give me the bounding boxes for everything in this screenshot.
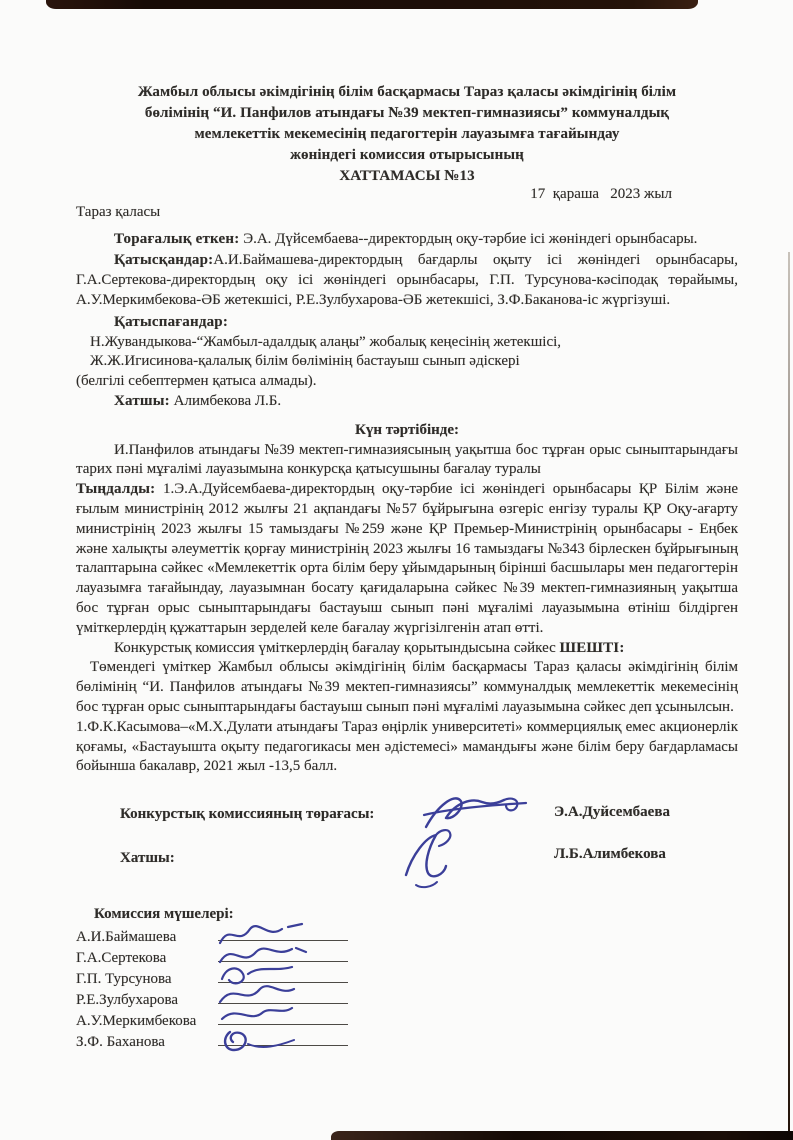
agenda-heading: Күн тәртібінде: [354, 421, 460, 438]
member-row [76, 969, 738, 990]
scan-artifact-top-bar [46, 0, 698, 9]
member-name: Г.А.Сертекова [76, 949, 167, 966]
secretary-signature-name: Л.Б.Алимбекова [554, 846, 666, 863]
absent-line-2: Ж.Ж.Игисинова-қалалық білім бөлімінің бастауыш сынып әдіскері [90, 353, 520, 370]
commission-members [76, 905, 738, 1053]
absent-line-1: Н.Жувандыкова-“Жамбыл-адалдық алаңы” жобалық кеңесінің жетекшісі, [90, 333, 562, 350]
protocol-number-heading: ХАТТАМАСЫ №13 [339, 168, 475, 184]
attendees-label: Қатысқандар: [114, 252, 214, 269]
resolution-intro: Конкурстық комиссия үміткерлердің бағалау қорытындысына сәйкес ШЕШТІ: [114, 639, 625, 656]
member-name: Р.Е.Зулбухарова [76, 991, 179, 1008]
member-row [76, 990, 738, 1011]
scan-artifact-bottom-bar [331, 1131, 793, 1140]
document-body [76, 82, 738, 1053]
member-row [76, 948, 738, 969]
absent-label: Қатыспағандар: [114, 313, 229, 330]
document-title-line: Жамбыл облысы әкімдігінің білім басқармасы Тараз қаласы әкімдігінің білім [137, 84, 677, 100]
member-name: Г.П. Турсунова [76, 970, 172, 987]
attendees-paragraph [76, 251, 738, 310]
secretary-label: Хатшы: [114, 392, 170, 409]
member-name: З.Ф. Баханова [76, 1033, 165, 1050]
attendees-text: А.И.Баймашева-директордың бағдарлы оқыту ісі жөніндегі орынбасары, Г.А.Сертекова-директордың оқу ісі жөніндегі орынбасары, Г.П. Турсунова-кәсіподақ төрайымы, А.У.Меркимбекова-ӘБ жетекшісі, Р.Е.Зулбухарова-ӘБ жетекшісі, З.Ф.Баканова-іс жүргізуші. [76, 252, 738, 308]
secretary-text: Алимбекова Л.Б. [173, 392, 282, 409]
absent-line-3: (белгілі себептермен қатыса алмады). [76, 373, 317, 390]
secretary-paragraph [76, 392, 738, 412]
document-title [76, 82, 738, 187]
secretary-signature-label: Хатшы: [120, 850, 175, 867]
chairperson-label: Торағалық еткен: [114, 230, 240, 247]
secretary-signature-icon [394, 827, 480, 891]
document-date: 17 қараша 2023 жыл [530, 186, 672, 202]
document-title-line: бөлімінің “И. Панфилов атындағы №39 мектеп-гимназиясы” коммуналдық [144, 105, 670, 121]
resolution-decided-label: ШЕШТІ: [559, 639, 625, 656]
chairman-signature-label: Конкурстық комиссияның төрағасы: [120, 806, 375, 823]
member-name: А.У.Меркимбекова [76, 1012, 197, 1029]
member-row [76, 1032, 738, 1053]
heard-text: 1.Э.А.Дуйсембаева-директордың оқу-тәрбие ісі жөніндегі орынбасары ҚР Білім және ғылым министрінің 2012 жылғы 21 ақпандағы №57 бұйрығына өзгеріс енгізу туралы ҚР Оқу-ағарту министрінің 2023 жылғы 15 тамыздағы №259 және ҚР Премьер-Министрінің орынбасары - Еңбек және халықты әлеуметтік қорғау министрінің 2023 жылғы 16 тамыздағы №343 бірлескен бұйрығының талаптарына сәйкес «Мемлекеттік орта білім беру ұйымдарының бірінші басшылары мен педагогтерін лауазымға тағайындау, лауазымнан босату қағидаларына сәйкес №39 мектеп-гимназияның уақытша бос тұрған орыс сыныптарындағы бастауыш сынып пәні мұғалімі лауазымына өтініш білдірген үміткерлердің құжаттарын зерделей келе бағалау жүргізілгенін атап өтті. [76, 481, 739, 636]
member-row [76, 1011, 738, 1032]
resolution-text: Төмендегі үміткер Жамбыл облысы әкімдігінің білім басқармасы Тараз қаласы әкімдігінің білім бөлімінің “И. Панфилов атындағы №39 мектеп-гимназиясы” коммуналдық мемлекеттік мекемесінің бос тұрған орыс сыныптарындағы бастауыш сынып пәні мұғалімі лауазымына сәйкес деп ұсынылсын. [76, 659, 738, 715]
signature-block [76, 791, 738, 895]
heard-paragraph [76, 480, 738, 638]
document-title-line: жөніндегі комиссия отырысының [290, 147, 524, 163]
member-signature-icon [214, 1024, 310, 1056]
chairman-signature-name: Э.А.Дуйсембаева [554, 804, 670, 821]
document-title-line: мемлекеттік мекемесінің педагогтерін лауазымға тағайындау [194, 126, 620, 142]
chairperson-text: Э.А. Дүйсембаева--директордың оқу-тәрбие ісі жөніндегі орынбасары. [243, 230, 698, 247]
scan-artifact-right-line [788, 252, 790, 1140]
candidate-paragraph: 1.Ф.К.Касымова–«М.Х.Дулати атындағы Тараз өңірлік университеті» коммерциялық емес акционерлік қоғамы, «Бастауышта оқыту педагогикасы мен әдістемесі» мамандығы және білім беру бағдарламасы бойынша бакалавр, 2021 жыл -13,5 балл. [76, 718, 738, 775]
member-row [76, 927, 738, 948]
agenda-paragraph: И.Панфилов атындағы №39 мектеп-гимназиясының уақытша бос тұрған орыс сыныптарындағы тарих пәні мұғалімі лауазымына конкурсқа қатысушыны бағалау туралы [76, 441, 738, 478]
members-heading: Комиссия мүшелері: [94, 906, 234, 923]
chairperson-paragraph [76, 230, 738, 250]
member-name: А.И.Баймашева [76, 928, 177, 945]
document-city: Тараз қаласы [76, 203, 161, 220]
heard-label: Тыңдалды: [76, 481, 156, 498]
